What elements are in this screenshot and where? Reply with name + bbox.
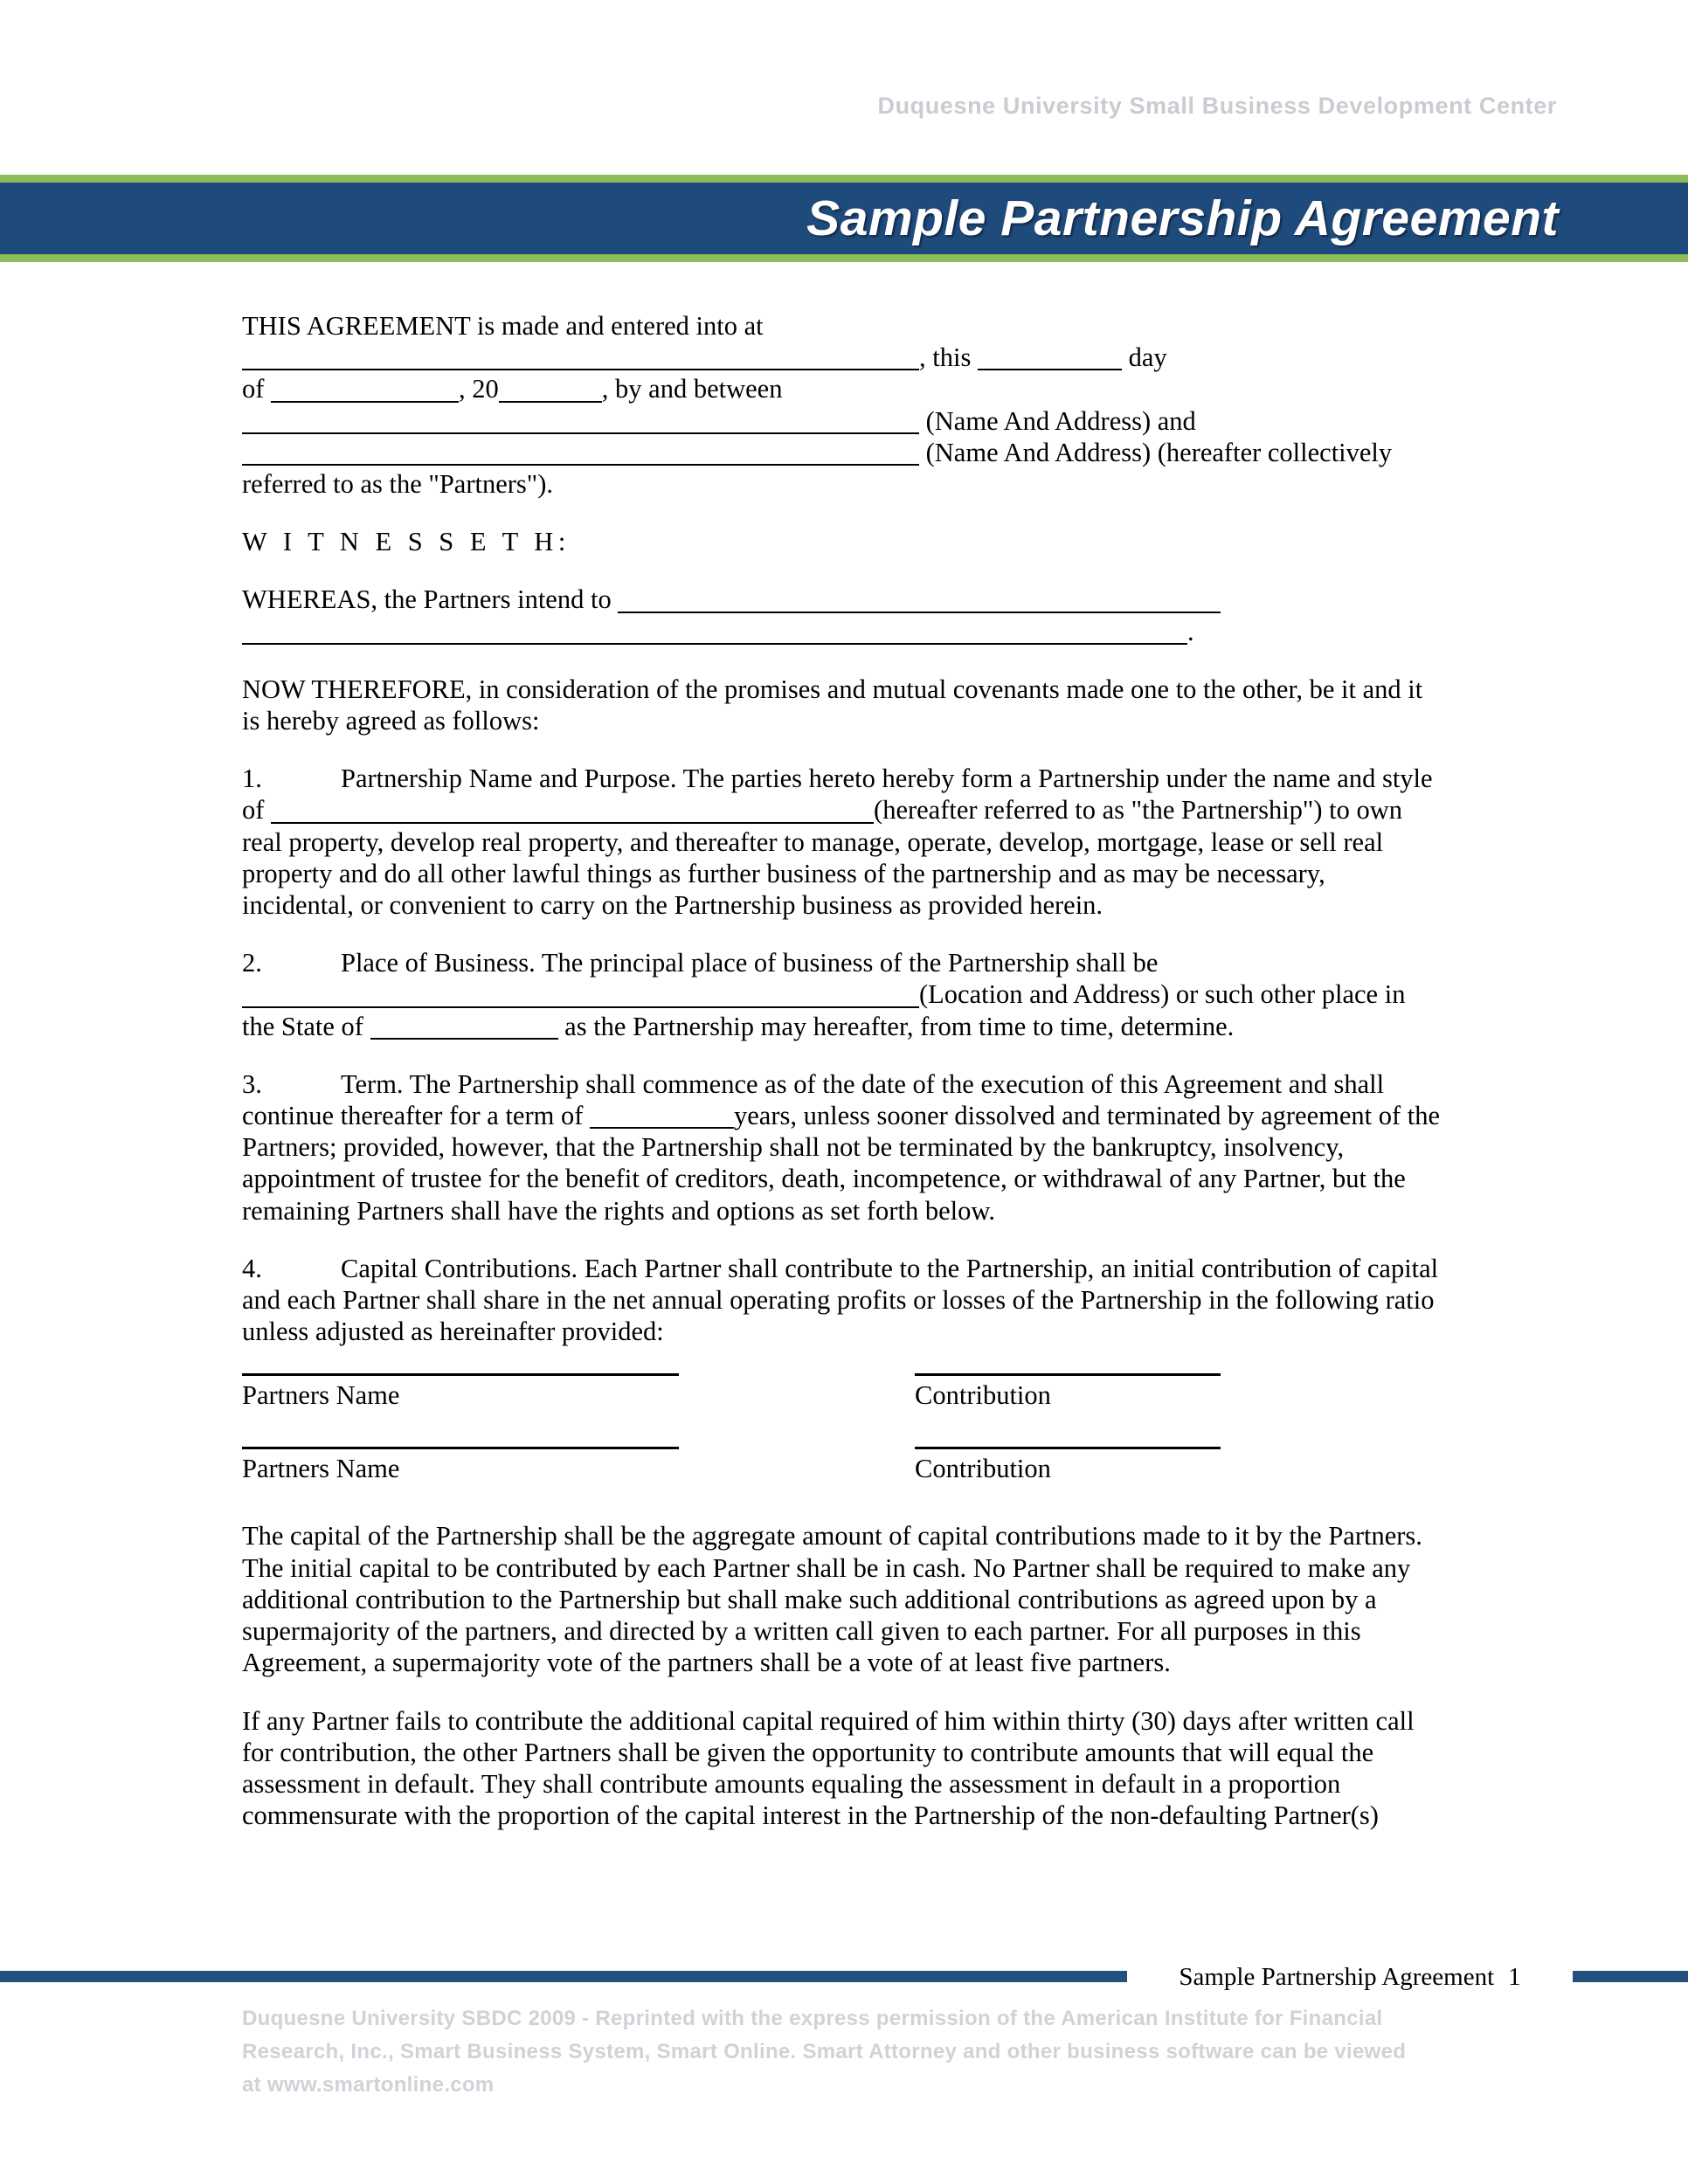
section-2-text-a: The principal place of business of the Partnership shall be (541, 948, 1159, 978)
blank-line-partner-name-2[interactable] (242, 1447, 679, 1449)
blank-line-location[interactable] (242, 347, 919, 370)
page-number: 1 (1508, 1963, 1521, 1991)
whereas-text: WHEREAS, the Partners intend to (242, 584, 612, 615)
blank-line-partner-name-1[interactable] (242, 1373, 679, 1376)
blank-line-year[interactable] (499, 379, 602, 403)
paragraph-default: If any Partner fails to contribute the additional capital required of him within thirty (30) days after written call for contribution, the other Partners shall be given the opportunity to contribute amounts that will equal the assessment in default. They shall contribute amounts equaling the assessment in default in a proportion commensurate with the proportion of the capital interest in the Partnership of the non-defaulting Partner(s) (242, 1705, 1415, 1831)
contribution-table (242, 1373, 1443, 1483)
section-1-number: 1. (242, 764, 262, 794)
blank-line-whereas-2[interactable] (242, 621, 1187, 645)
section-3-text-a: The Partnership shall commence as of the date of the execution of this Agreement and shall continue thereafter for a term of (242, 1068, 1385, 1131)
intro-line3: (Name And Address) and (925, 405, 1196, 436)
section-4-text-a: Each Partner shall contribute to the Partnership, an initial contribution of capital and each Partner shall share in the net annual operating profits or losses of the Partnership in the following ratio unless adjusted as hereinafter provided: (242, 1253, 1439, 1347)
footer-rule-left (0, 1971, 1127, 1982)
partner-name-label-1: Partners Name (242, 1380, 400, 1411)
contribution-label-2: Contribution (915, 1454, 1051, 1484)
intro-line5: referred to as the "Partners"). (242, 469, 554, 500)
blank-line-name-address-2[interactable] (242, 442, 919, 466)
section-1-heading: Partnership Name and Purpose. (341, 764, 677, 794)
blank-line-whereas-1[interactable] (618, 590, 1221, 613)
title-banner (0, 175, 1688, 262)
section-1 (242, 763, 1443, 921)
paragraph-capital: The capital of the Partnership shall be the aggregate amount of capital contributions made to it by the Partners. The initial capital to be contributed by each Partner shall be in cash. No Partner shall be required to make any additional contribution to the Partnership but shall make such additional contributions as agreed upon by a supermajority of the partners, and directed by a written call given to each partner. For all purposes in this Agreement, a supermajority vote of the partners shall be a vote of at least five partners. (242, 1521, 1422, 1678)
footer-caption (1127, 1959, 1573, 1994)
blank-line-contribution-1[interactable] (915, 1373, 1221, 1376)
footer-band (0, 1959, 1688, 1994)
footer-disclaimer: Duquesne University SBDC 2009 - Reprinted with the express permission of the American Institute for Financial Research, Inc., Smart Business System, Smart Online. Smart Attorney and other business software can be viewed at www.smartonline.com (242, 2007, 1407, 2097)
section-3 (242, 1068, 1443, 1227)
page-title: Sample Partnership Agreement (806, 190, 1559, 246)
blank-line-state[interactable] (370, 1016, 558, 1040)
whereas-end-punct: . (1187, 616, 1194, 646)
section-3-text-b: years, unless sooner dissolved and terminated by agreement of the Partners; provided, however, that the Partnership shall not be terminated by the bankruptcy, insolvency, appointment of trustee for the benefit of creditors, death, incompetence, or withdrawal of any Partner, but the remaining Partners shall have the rights and options as set forth below. (242, 1101, 1441, 1226)
section-2-number: 2. (242, 948, 262, 978)
blank-line-name-address-1[interactable] (242, 411, 919, 434)
running-header: Duquesne University Small Business Development Center (877, 93, 1557, 119)
blank-line-day[interactable] (978, 347, 1122, 370)
intro-line2-c: , by and between (601, 374, 783, 404)
whereas-paragraph (242, 584, 1443, 646)
intro-paragraph (242, 310, 1443, 500)
partner-name-label-2: Partners Name (242, 1454, 400, 1484)
section-3-heading: Term. (341, 1068, 404, 1099)
contribution-label-1: Contribution (915, 1380, 1051, 1411)
section-2-text-b: (Location and Address) or such other place in the State of (242, 979, 1406, 1041)
blank-line-term-years[interactable] (590, 1105, 734, 1129)
section-4-heading: Capital Contributions. (341, 1253, 578, 1283)
section-2-heading: Place of Business. (341, 948, 536, 978)
footer-rule-right (1573, 1971, 1688, 1982)
intro-line2-a: of (242, 374, 265, 404)
section-3-number: 3. (242, 1068, 262, 1099)
intro-line1-a: THIS AGREEMENT is made and entered into at (242, 311, 764, 341)
witnesseth-heading (242, 526, 1443, 557)
blank-line-month[interactable] (271, 379, 459, 403)
section-4-number: 4. (242, 1253, 262, 1283)
section-4 (242, 1253, 1443, 1348)
table-row (242, 1373, 1443, 1410)
document-body (242, 310, 1443, 1857)
blank-line-partnership-style[interactable] (271, 800, 874, 824)
intro-line4: (Name And Address) (hereafter collectively (925, 437, 1393, 467)
footer-title: Sample Partnership Agreement (1179, 1963, 1495, 1991)
section-2 (242, 947, 1443, 1042)
table-row (242, 1447, 1443, 1483)
now-therefore-paragraph: NOW THEREFORE, in consideration of the promises and mutual covenants made one to the other, be it and it is hereby agreed as follows: (242, 674, 1423, 736)
witnesseth-text: W I T N E S S E T H: (242, 527, 571, 557)
section-1-text-a: The parties hereto hereby form a Partnership under the name and style of (242, 764, 1433, 826)
partner-name-cell-1 (242, 1373, 679, 1410)
blank-line-place-of-business[interactable] (242, 985, 919, 1008)
contribution-cell-2 (915, 1447, 1221, 1483)
intro-line1-c: day (1128, 342, 1167, 373)
contribution-cell-1 (915, 1373, 1221, 1410)
section-2-text-c: as the Partnership may hereafter, from time to time, determine. (564, 1011, 1235, 1041)
section-1-text-b: (hereafter referred to as "the Partnership") to own real property, develop real property, and thereafter to manage, operate, develop, mortgage, lease or sell real property and do all other lawful things as further business of the partnership and as may be necessary, incidental, or convenient to carry on the Partnership business as provided herein. (242, 795, 1403, 921)
partner-name-cell-2 (242, 1447, 679, 1483)
intro-line2-b: , 20 (459, 374, 499, 404)
intro-line1-b: , this (919, 342, 972, 373)
blank-line-contribution-2[interactable] (915, 1447, 1221, 1449)
